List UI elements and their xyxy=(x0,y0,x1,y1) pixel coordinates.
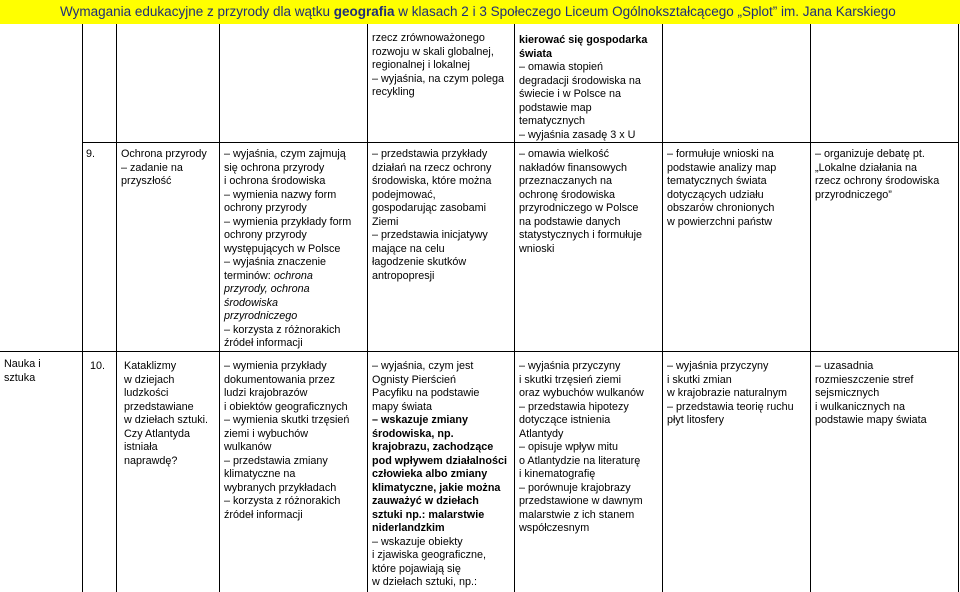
row9-col6: – formułuje wnioski na podstawie analizy map tematycznych świata dotyczących udziału obszarów chronionych w powierzchni państw xyxy=(667,148,777,228)
row9-col5: – omawia wielkość nakładów finansowych przeznaczanych na ochronę środowiska przyrodniczego w Polsce na podstawie danych statystycznych i formułuje wnioski xyxy=(519,148,643,255)
row10-topic: Kataklizmy w dziejach ludzkości przedstawiane w dziełach sztuki. Czy Atlantyda istniała naprawdę? xyxy=(124,360,209,467)
section-label: Nauka i sztuka xyxy=(4,358,41,384)
row10-extended-requirements: – wyjaśnia, czym jest Ognisty Pierścień Pacyfiku na podstawie mapy świata – wskazuje zmiany środowiska, np. krajobrazu, zachodzące pod wpływem działalności człowieka albo zmiany klimatyczne, jakie można zauważyć w dziełach sztuki np.: malarstwie niderlandzkim – wskazuje obiekty i zjawiska geograficzne, które pojawiają się w dziełach sztuki, np.: xyxy=(372,360,507,588)
row9-col7: – organizuje debatę pt. „Lokalne działania na rzecz ochrony środowiska przyrodniczego” xyxy=(815,148,940,201)
top-row-col4: rzecz zrównoważonego rozwoju w skali globalnej, regionalnej i lokalnej – wyjaśnia, na czym polega recykling xyxy=(372,32,505,98)
top-row-col5: kierować się gospodarka świata – omawia stopień degradacji środowiska na świecie i w Polsce na podstawie map tematycznych – wyjaśnia zasadę 3 x U xyxy=(519,34,648,141)
row10-col6: – wyjaśnia przyczyny i skutki zmian w krajobrazie naturalnym – przedstawia teorię ruchu płyt litosfery xyxy=(667,360,794,426)
row10-basic-requirements: – wymienia przykłady dokumentowania przez ludzi krajobrazów i obiektów geograficznych – wymienia skutki trzęsień ziemi i wybuchów wulkanów – przedstawia zmiany klimatyczne na wybranych przykładach – korzysta z różnorakich źródeł informacji xyxy=(224,360,350,521)
row9-topic: Ochrona przyrody – zadanie na przyszłość xyxy=(121,148,207,187)
banner-prefix: Wymagania edukacyjne z przyrody dla wątku xyxy=(60,4,334,19)
row9-extended-requirements: – przedstawia przykłady działań na rzecz ochrony środowiska, które można podejmować, gospodarując zasobami Ziemi – przedstawia inicjatywy mające na celu łagodzenie skutków antropopresji xyxy=(372,148,492,282)
row10-col7: – uzasadnia rozmieszczenie stref sejsmicznych i wulkanicznych na podstawie mapy świata xyxy=(815,360,927,426)
row9-basic-requirements: – wyjaśnia, czym zajmują się ochrona przyrody i ochrona środowiska – wymienia nazwy form ochrony przyrody – wymienia przykłady form ochrony przyrody występujących w Polsce – wyjaśnia znaczenie terminów: ochrona przyrody, ochrona środowiska przyrodniczego – korzysta z różnorakich źródeł informacji xyxy=(224,148,352,349)
row10-col5: – wyjaśnia przyczyny i skutki trzęsień ziemi oraz wybuchów wulkanów – przedstawia hipotezy dotyczące istnienia Atlantydy – opisuje wpływ mitu o Atlantydzie na literaturę i kinematografię – porównuje krajobrazy przedstawione w dawnym malarstwie z ich stanem współczesnym xyxy=(519,360,644,534)
banner-subject: geografia xyxy=(333,4,395,19)
row10-number: 10. xyxy=(90,360,106,372)
banner-suffix: w klasach 2 i 3 Społeczego Liceum Ogólnokształcącego „Splot” im. Jana Karskiego xyxy=(394,4,896,19)
row9-number: 9. xyxy=(86,148,96,160)
